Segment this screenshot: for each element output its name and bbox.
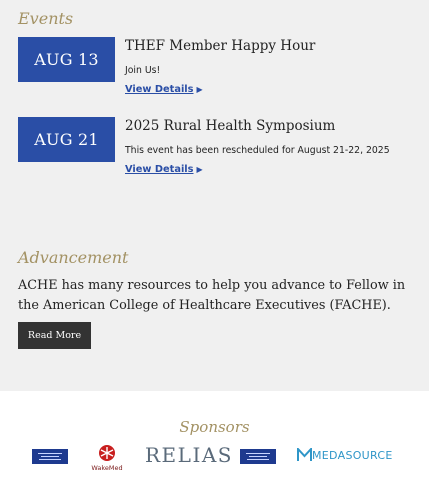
event-title: THEF Member Happy Hour	[125, 38, 316, 54]
sponsor-banner-logo[interactable]	[240, 449, 276, 464]
sponsor-banner-logo[interactable]	[32, 449, 68, 464]
advancement-heading: Advancement	[18, 248, 129, 267]
view-details-link[interactable]	[125, 164, 203, 175]
wakemed-logo[interactable]	[90, 443, 124, 473]
relias-logo[interactable]	[145, 443, 233, 469]
medasource-text: MEDASOURCE	[312, 448, 393, 462]
logo-line	[246, 453, 270, 454]
medasource-logo[interactable]	[297, 446, 397, 464]
logo-line	[41, 456, 59, 457]
event-title: 2025 Rural Health Symposium	[125, 118, 336, 134]
event-item	[18, 117, 418, 173]
logo-line	[247, 459, 269, 460]
wakemed-emblem-icon	[90, 443, 124, 463]
event-item	[18, 37, 418, 93]
play-arrow-icon: ▶	[196, 85, 203, 94]
event-description: Join Us!	[125, 65, 161, 76]
medasource-m-icon	[297, 448, 312, 462]
logo-line	[38, 453, 62, 454]
logo-line	[249, 456, 267, 457]
sponsors-section	[0, 391, 429, 484]
play-arrow-icon: ▶	[196, 165, 203, 174]
event-date-badge: AUG 21	[18, 117, 115, 162]
view-details-label: View Details	[125, 84, 194, 95]
wakemed-text: WakeMed	[91, 464, 123, 472]
view-details-link[interactable]	[125, 84, 203, 95]
event-date-badge: AUG 13	[18, 37, 115, 82]
logo-line	[39, 459, 61, 460]
view-details-label: View Details	[125, 164, 194, 175]
relias-text: RELIAS	[145, 443, 233, 467]
sponsors-heading: Sponsors	[179, 418, 250, 436]
event-description: This event has been rescheduled for August 21-22, 2025	[125, 145, 390, 156]
read-more-button[interactable]: Read More	[18, 322, 91, 349]
advancement-text: ACHE has many resources to help you advance to Fellow in the American College of Healthcare Executives (FACHE).	[18, 278, 406, 313]
events-heading: Events	[18, 9, 74, 28]
